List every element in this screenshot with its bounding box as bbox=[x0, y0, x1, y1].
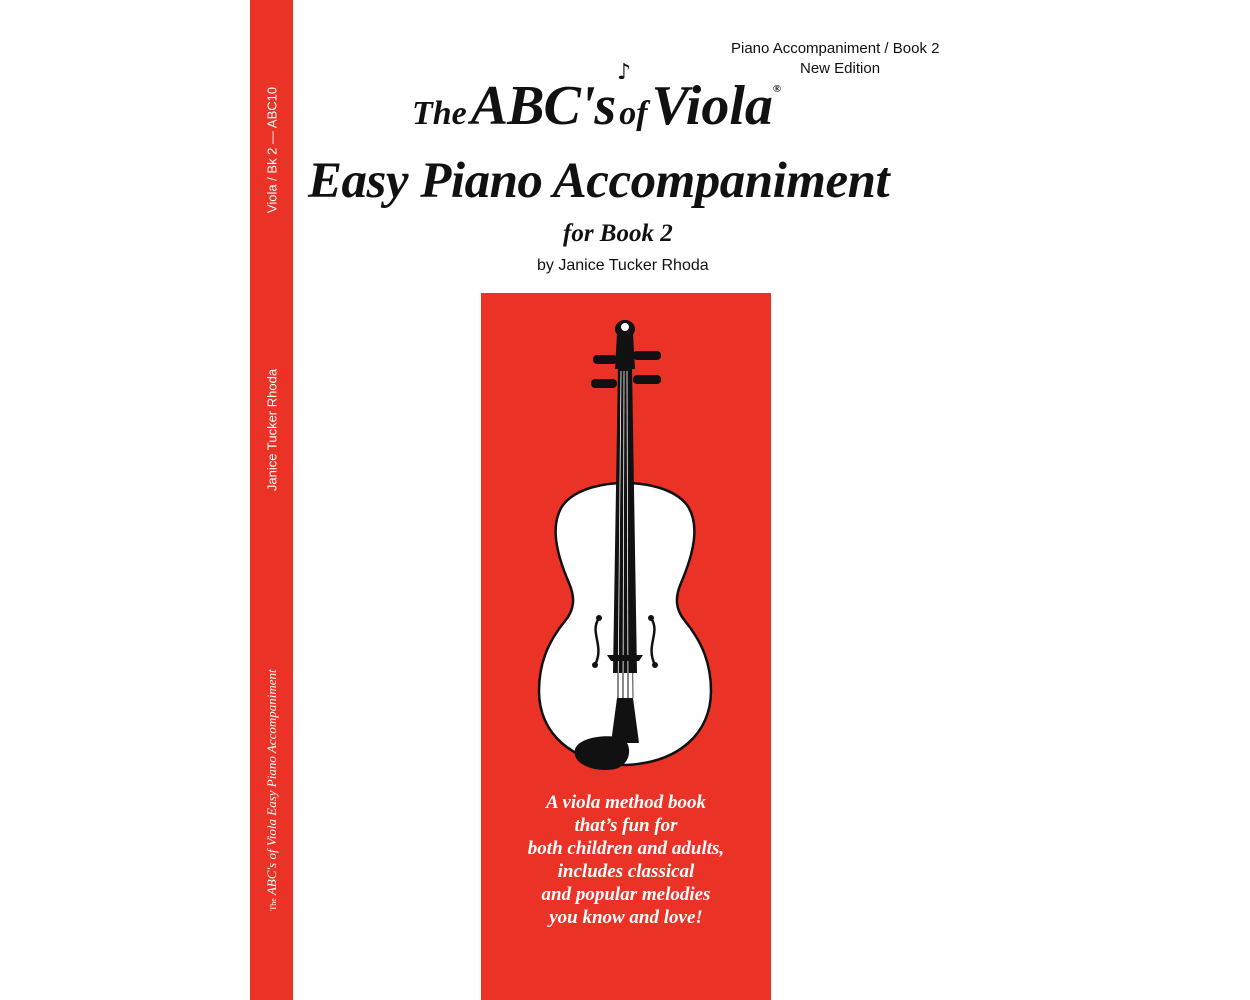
header-new-edition: New Edition bbox=[800, 60, 881, 77]
spine-title-rest: ABC's of Viola Easy Piano Accompaniment bbox=[263, 669, 279, 896]
book-spine bbox=[250, 0, 293, 1000]
tagline-line: that’s fun for bbox=[574, 815, 678, 836]
tagline-line: you know and love! bbox=[549, 907, 703, 928]
viola-illustration bbox=[481, 293, 771, 793]
spine-author: Janice Tucker Rhoda bbox=[264, 368, 279, 492]
series-of: of bbox=[619, 95, 648, 132]
tagline-line: includes classical bbox=[557, 861, 695, 882]
tagline-line: both children and adults, bbox=[527, 838, 725, 859]
cover-panel bbox=[481, 293, 771, 1000]
spine-code: Viola / Bk 2 — ABC10 bbox=[264, 86, 279, 214]
registered-mark: ® bbox=[772, 83, 782, 95]
series-abc: ABC's bbox=[470, 75, 616, 137]
series-viola: Viola bbox=[651, 75, 773, 137]
book-subtitle: for Book 2 bbox=[563, 220, 673, 247]
spine-title bbox=[264, 669, 280, 910]
series-the: The bbox=[412, 95, 467, 132]
series-title bbox=[412, 74, 781, 138]
book-title: Easy Piano Accompaniment bbox=[308, 153, 890, 209]
header-edition-line: Piano Accompaniment / Book 2 bbox=[731, 40, 940, 57]
music-note-icon: ♪ bbox=[617, 60, 632, 85]
spine-title-the: The bbox=[268, 898, 278, 911]
tagline-line: and popular melodies bbox=[541, 884, 711, 905]
tagline bbox=[481, 791, 771, 929]
book-author: by Janice Tucker Rhoda bbox=[537, 257, 709, 274]
tagline-line: A viola method book bbox=[546, 792, 706, 813]
